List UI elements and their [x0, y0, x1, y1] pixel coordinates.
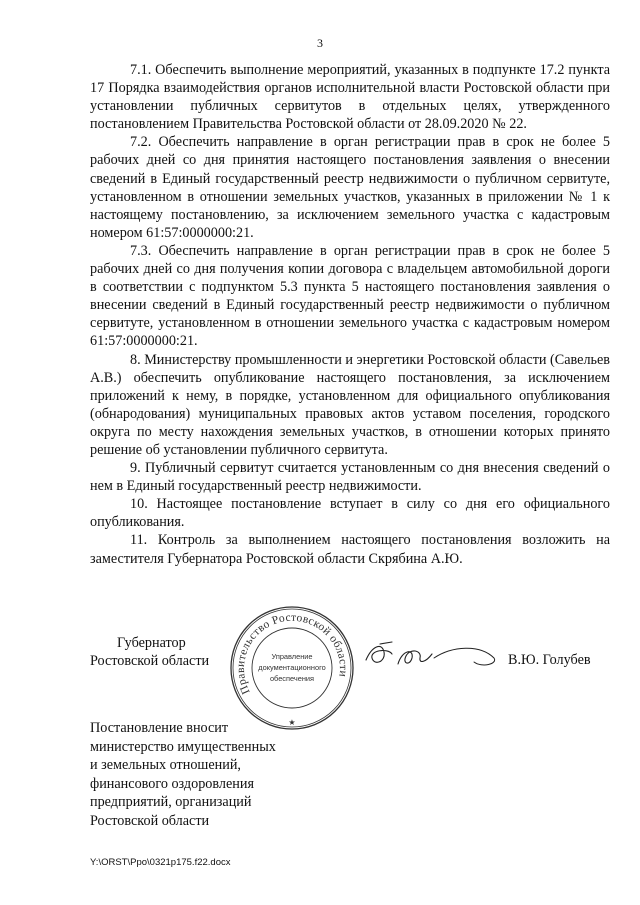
- official-seal: [228, 604, 356, 732]
- introduced-by-line: Постановление вносит: [90, 720, 229, 736]
- introduced-by-note: [90, 719, 330, 830]
- page-number: 3: [317, 36, 323, 50]
- signer-title-line1: Губернатор: [117, 635, 186, 651]
- introduced-by-line: Ростовской области: [90, 812, 210, 829]
- introduced-by-line: финансового оздоровления: [90, 775, 255, 792]
- introduced-by-line: предприятий, организаций: [90, 794, 252, 810]
- seal-center-line3: обеспечения: [269, 674, 315, 683]
- handwritten-signature: [362, 636, 502, 676]
- introduced-by-line: министерство имущественных: [90, 738, 276, 755]
- paragraph-7-3: 7.3. Обеспечить направление в орган регистрации прав в срок не более 5 рабочих дней со дня получения копии договора с владельцем автомобильной дороги в соответствии с подпунктом 5.3 пункта 5 настоящего постановления заявления о внесении сведений в Единый государственный реестр недвижимости о публичном сервитуте, установленном в отношении земельного участка с кадастровым номером 61:57:0000000:21.: [90, 242, 610, 350]
- document-file-path: Y:\ORST\Ppo\0321p175.f22.docx: [90, 857, 231, 868]
- signer-title-line2: Ростовской области: [90, 653, 210, 669]
- paragraph-11: 11. Контроль за выполнением настоящего постановления возложить на заместителя Губернатора Ростовской области Скрябина А.Ю.: [90, 532, 610, 567]
- paragraph-7-2: 7.2. Обеспечить направление в орган регистрации прав в срок не более 5 рабочих дней со дня принятия настоящего постановления заявления о внесении сведений в Единый государственный реестр недвижимости о публичном сервитуте, установленном в отношении земельных участков, указанных в приложении № 1 к настоящему постановлению, за исключением земельного участка с кадастровым номером 61:57:0000000:21.: [90, 134, 610, 241]
- paragraph-7-1: 7.1. Обеспечить выполнение мероприятий, указанных в подпункте 17.2 пункта 17 Порядка взаимодействия органов исполнительной власти Ростовской области при установлении публичных сервитутов в отдельных целях, утвержденного постановлением Правительства Ростовской области от 28.09.2020 № 22.: [90, 62, 610, 133]
- introduced-by-line: и земельных отношений,: [90, 757, 241, 773]
- paragraph-10: 10. Настоящее постановление вступает в силу со дня его официального опубликования.: [90, 496, 610, 531]
- signature-block: [0, 600, 640, 730]
- seal-star-icon: ★: [288, 718, 296, 727]
- signer-title: [90, 634, 230, 670]
- paragraph-9: 9. Публичный сервитут считается установленным со дня внесения сведений о нем в Единый государственный реестр недвижимости.: [90, 460, 610, 495]
- decree-body: [90, 61, 610, 568]
- seal-ring-text: Правительство Ростовской области: [234, 611, 350, 696]
- seal-center-line1: Управление: [271, 652, 313, 661]
- seal-center-line2: документационного: [258, 663, 326, 672]
- paragraph-8: 8. Министерству промышленности и энергетики Ростовской области (Савельев А.В.) обеспечить опубликование настоящего постановления, за исключением приложений к нему, в порядке, установленном для официального опубликования (обнародования) муниципальных правовых актов уставом поселения, городского округа по месту нахождения земельных участков, в отношении которых принято решение об установлении публичного сервитута.: [90, 351, 610, 458]
- signer-name: В.Ю. Голубев: [508, 652, 591, 668]
